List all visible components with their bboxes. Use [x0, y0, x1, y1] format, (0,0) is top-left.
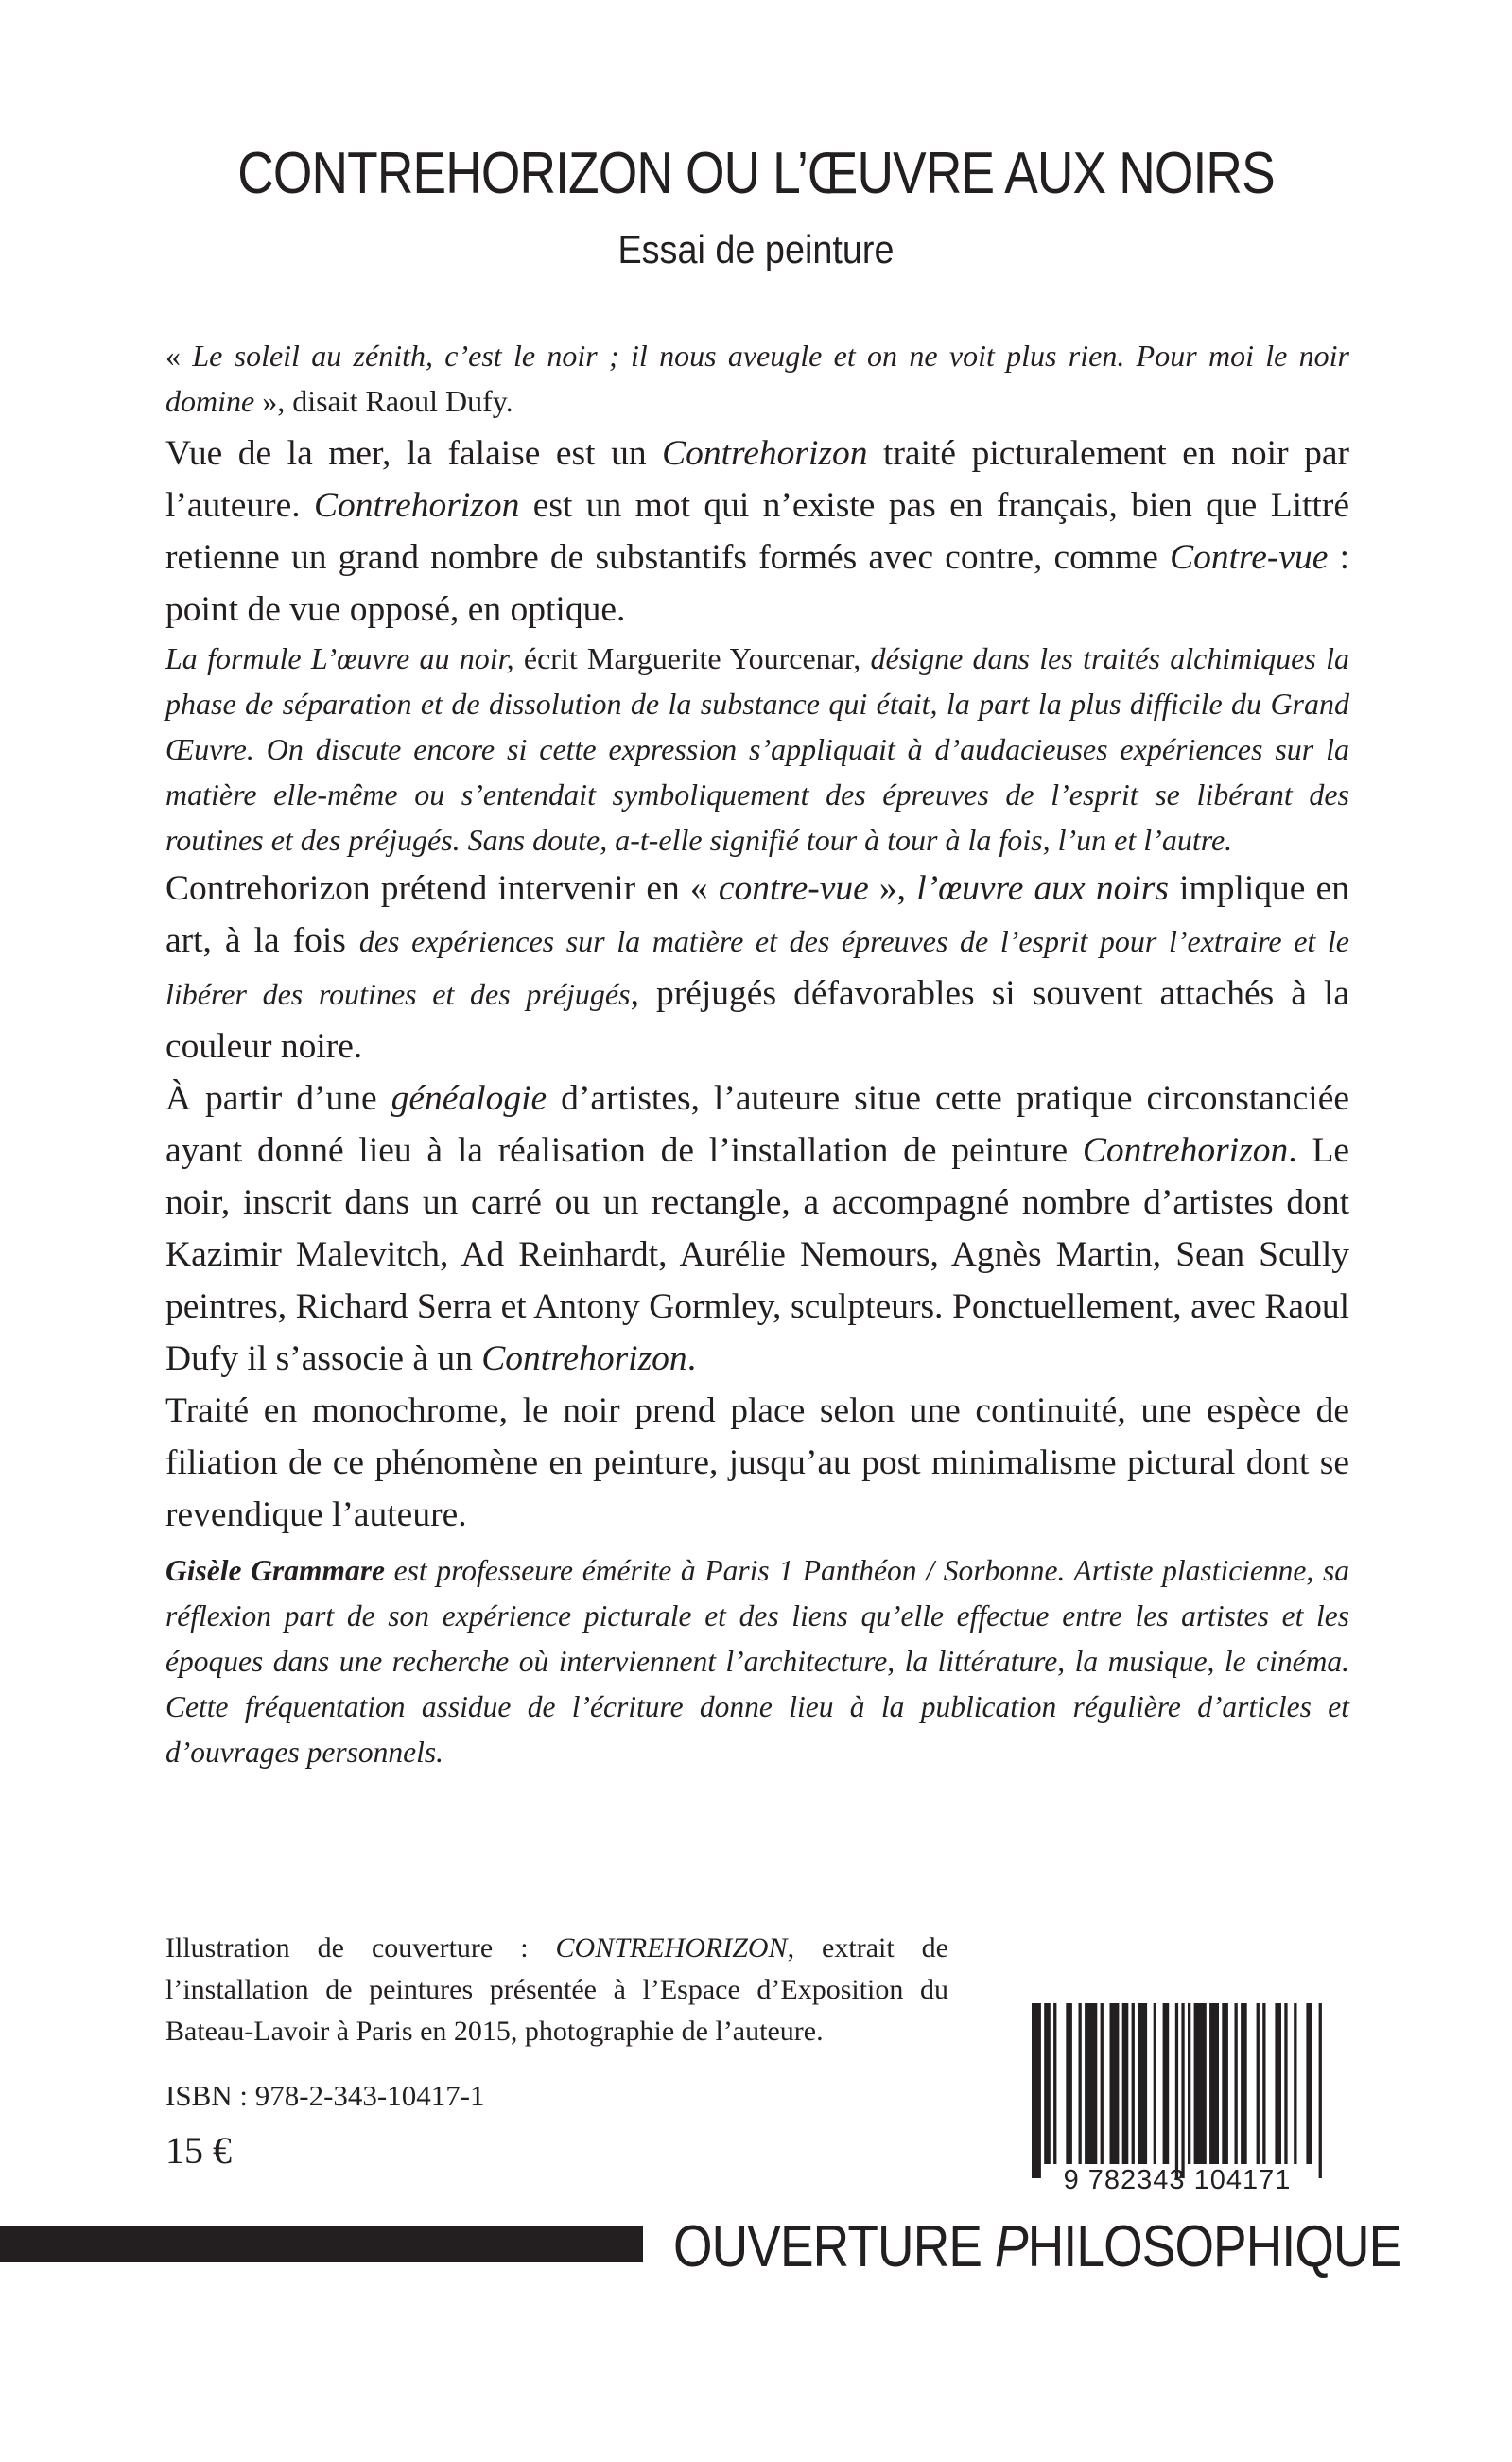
barcode-bar	[1032, 2003, 1041, 2178]
text-run: Vue de la mer, la falaise est un	[165, 434, 663, 473]
text-run: . Le noir, inscrit dans un carré ou un rectangle, a accompagné nombre d’artistes dont Kazimir Malevitch, Ad Reinhardt, Aurélie Nemours, Agnès Martin, Sean Scully peintres, Richard Serra et Antony Gormley, sculpteurs. Ponctuellement, avec Raoul Dufy il s’associe à un	[165, 1131, 1349, 1378]
italic-run: Contre-vue	[1170, 538, 1329, 577]
series-title-initial: P	[995, 2214, 1028, 2279]
isbn: ISBN : 978-2-343-10417-1	[165, 2079, 485, 2112]
back-cover-text	[165, 333, 1349, 1541]
author-bio-text: est professeure émérite à Paris 1 Panthéon / Sorbonne. Artiste plasticienne, sa réflexion part de son expérience picturale et des liens qu’elle effectue entre les artistes et les époques dans une recherche où interviennent l’architecture, la littérature, la musique, le cinéma. Cette fréquentation assidue de l’écriture donne lieu à la publication régulière d’articles et d’ouvrages personnels.	[165, 1554, 1349, 1769]
barcode-bar	[1209, 2003, 1219, 2164]
barcode-bar	[1181, 2003, 1184, 2178]
text-run: écrit Marguerite Yourcenar,	[513, 641, 871, 675]
barcode-bar	[1066, 2003, 1072, 2164]
italic-run: généalogie	[391, 1079, 547, 1118]
text-run: , extrait de l’installation de peintures présentée à l’Espace d’Exposition du Bateau-Lavoir à Paris en 2015, photographie de l’auteure.	[165, 1932, 948, 2047]
italic-run: CONTREHORIZON	[555, 1932, 788, 1964]
dufy-quote-paragraph	[165, 333, 1349, 424]
barcode-bar	[1110, 2003, 1120, 2164]
italic-run: Contrehorizon	[481, 1339, 687, 1378]
text-run: implique en art, à la fois	[165, 869, 1350, 960]
barcode	[1017, 2003, 1338, 2197]
barcode-bar	[1138, 2003, 1147, 2164]
text-run: traité picturalement en noir par l’auteure.	[165, 434, 1349, 525]
text-run: .	[686, 1339, 697, 1378]
barcode-bar	[1306, 2003, 1312, 2164]
barcode-digits: 9 782343 104171	[1063, 2165, 1292, 2195]
paragraph-monochrome: Traité en monochrome, le noir prend place selon une continuité, une espèce de filiation de ce phénomène en peinture, jusqu’au post minimalisme pictural dont se revendique l’auteure.	[165, 1391, 1349, 1534]
barcode-bar	[1044, 2003, 1051, 2164]
quote-open: «	[165, 339, 193, 373]
text-run: Illustration de couverture :	[165, 1932, 556, 1964]
series-title-part: OUVERTURE	[673, 2214, 996, 2279]
text-run: : point de vue opposé, en optique.	[165, 538, 1350, 629]
italic-run: l’œuvre aux noirs	[916, 869, 1169, 908]
barcode-bar	[1194, 2003, 1207, 2164]
author-bio	[165, 1548, 1349, 1775]
text-run: , préjugés défavorables si souvent attachés à la couleur noire.	[165, 974, 1350, 1066]
barcode-bar	[1235, 2003, 1238, 2164]
barcode-bar	[1175, 2003, 1178, 2178]
quote-attribution: », disait Raoul Dufy.	[254, 384, 513, 418]
series-bar	[0, 2226, 643, 2262]
book-title: CONTREHORIZON OU L’ŒUVRE AUX NOIRS	[237, 141, 1275, 206]
italic-run: des expériences sur la matière et des épreuves de l’esprit pour l’extraire et le libérer des routines et des préjugés	[165, 924, 1349, 1011]
barcode-bar	[1262, 2003, 1265, 2164]
italic-run: contre-vue	[718, 869, 869, 908]
barcode-bar	[1163, 2003, 1170, 2164]
paragraph-yourcenar-quote	[165, 636, 1349, 863]
book-subtitle: Essai de peinture	[617, 227, 895, 271]
italic-run: Contrehorizon	[314, 486, 520, 525]
series-title	[673, 2213, 1401, 2280]
text-run: d’artistes, l’auteure situe cette pratique circonstanciée ayant donné lieu à la réalisation de l’installation de peinture	[165, 1079, 1349, 1170]
italic-run: Contrehorizon	[1082, 1131, 1289, 1170]
barcode-bar	[1101, 2003, 1104, 2164]
barcode-bar	[1275, 2003, 1281, 2164]
barcode-bar	[1222, 2003, 1228, 2164]
barcode-bar	[1284, 2003, 1287, 2164]
series-title-part: HILOSOPHIQUE	[1027, 2214, 1402, 2279]
barcode-bar	[1132, 2003, 1135, 2164]
paragraph-genealogie	[165, 1073, 1349, 1385]
italic-run: La formule L’œuvre au noir,	[165, 641, 514, 675]
price: 15 €	[165, 2129, 232, 2172]
paragraph-contre-vue	[165, 863, 1349, 1073]
barcode-bar	[1079, 2003, 1082, 2164]
paragraph-contrehorizon-definition	[165, 428, 1349, 636]
cover-illustration-credit	[165, 1928, 948, 2052]
text-run: est un mot qui n’existe pas en français, bien que Littré retienne un grand nombre de substantifs formés avec contre, comme	[165, 486, 1349, 577]
barcode-bar	[1319, 2003, 1322, 2178]
text-run: À partir d’une	[165, 1079, 391, 1118]
text-run: Contrehorizon prétend intervenir en «	[165, 869, 719, 908]
dufy-quote: Le soleil au zénith, c’est le noir ; il nous aveugle et on ne voit plus rien. Pour moi le noir domine	[165, 339, 1350, 418]
barcode-bar	[1053, 2003, 1056, 2164]
barcode-bar	[1122, 2003, 1129, 2164]
barcode-bar	[1294, 2003, 1296, 2164]
barcode-bar	[1241, 2003, 1247, 2164]
barcode-bar	[1257, 2003, 1260, 2164]
author-name: Gisèle Grammare	[165, 1554, 385, 1587]
text-run: »,	[868, 869, 917, 908]
barcode-bar	[1085, 2003, 1097, 2164]
italic-run: désigne dans les traités alchimiques la phase de séparation et de dissolution de la substance qui était, la part la plus difficile du Grand Œuvre. On discute encore si cette expression s’appliquait à d’audacieuses expériences sur la matière elle-même ou s’entendait symboliquement des épreuves de l’esprit se libérant des routines et des préjugés. Sans doute, a-t-elle signifié tour à tour à la fois, l’un et l’autre.	[165, 641, 1350, 857]
barcode-bar	[1188, 2003, 1190, 2164]
barcode-bar	[1154, 2003, 1156, 2164]
italic-run: Contrehorizon	[662, 434, 868, 473]
